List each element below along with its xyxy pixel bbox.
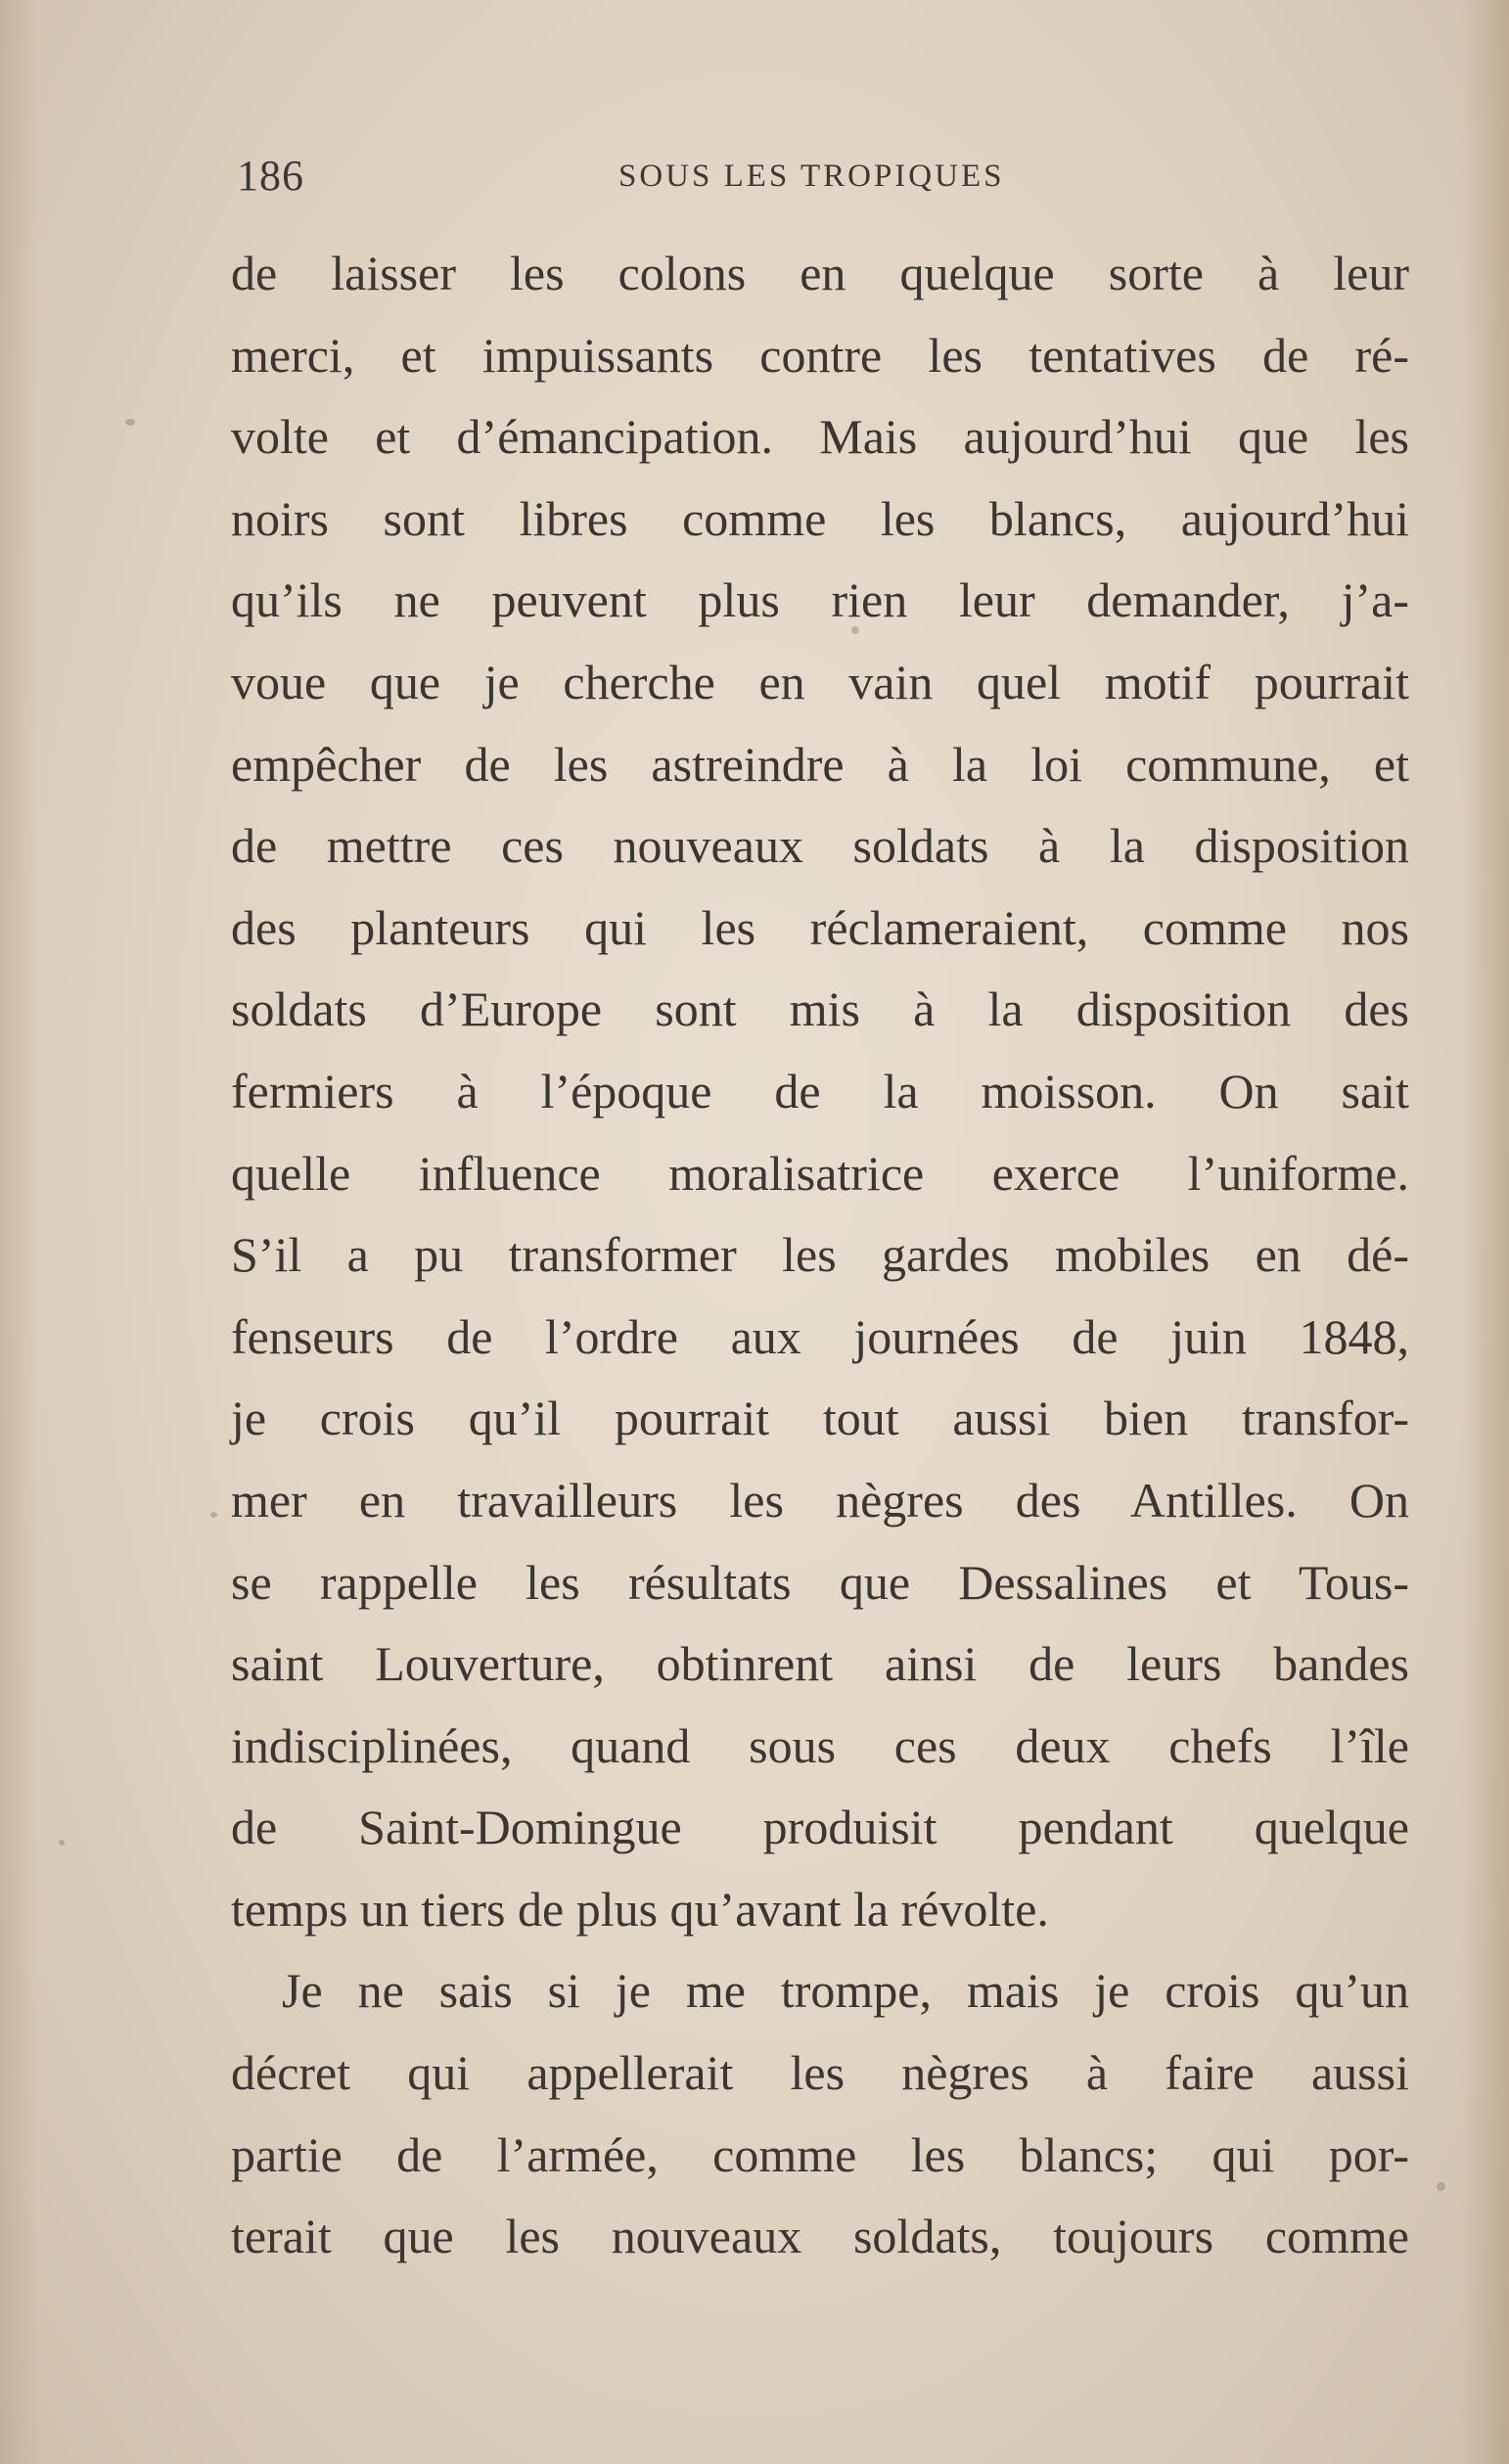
text-line: partie de l’armée, comme les blancs; qui por- (231, 2126, 1409, 2182)
paper-speck (125, 419, 135, 426)
paragraph-2 (231, 1950, 1409, 2277)
text-line: saint Louverture, obtinrent ainsi de leurs bandes (231, 1636, 1409, 1692)
text-line: Je ne sais si je me trompe, mais je crois qu’un (282, 1963, 1409, 2019)
text-line: temps un tiers de plus qu’avant la révolte. (231, 1881, 1049, 1937)
text-line: empêcher de les astreindre à la loi commune, et (231, 736, 1409, 792)
body-text (231, 233, 1409, 2278)
text-line: quelle influence moralisatrice exerce l’uniforme. (231, 1145, 1409, 1201)
text-line: noirs sont libres comme les blancs, aujourd’hui (231, 490, 1409, 546)
text-line: voue que je cherche en vain quel motif pourrait (231, 654, 1409, 709)
paper-speck (1437, 2182, 1445, 2191)
paper-speck (210, 1512, 217, 1518)
text-line: volte et d’émancipation. Mais aujourd’hui que les (231, 409, 1409, 465)
text-line: de laisser les colons en quelque sorte à leur (231, 246, 1409, 300)
paper-speck (59, 1840, 65, 1846)
running-head: SOUS LES TROPIQUES (618, 159, 1005, 194)
text-line: des planteurs qui les réclameraient, comme nos (231, 899, 1409, 955)
paragraph-1 (231, 233, 1409, 1950)
text-line: de mettre ces nouveaux soldats à la disposition (231, 818, 1409, 874)
page-left-shadow (0, 0, 39, 2464)
text-line: de Saint-Domingue produisit pendant quelque (231, 1800, 1409, 1855)
page-header (237, 147, 1407, 205)
text-line: fermiers à l’époque de la moisson. On sait (231, 1063, 1409, 1118)
text-line: fenseurs de l’ordre aux journées de juin 1848, (231, 1308, 1409, 1364)
text-line: se rappelle les résultats que Dessalines et Tous- (231, 1554, 1409, 1610)
page-number: 186 (237, 152, 304, 200)
text-line: décret qui appellerait les nègres à faire aussi (231, 2045, 1409, 2101)
text-line: mer en travailleurs les nègres des Antilles. On (231, 1472, 1409, 1528)
text-line: terait que les nouveaux soldats, toujours comme (231, 2209, 1409, 2264)
text-line: qu’ils ne peuvent plus rien leur demander, j’a- (231, 572, 1409, 628)
text-line: merci, et impuissants contre les tentatives de ré- (231, 327, 1409, 383)
text-line: S’il a pu transformer les gardes mobiles en dé- (231, 1227, 1409, 1283)
text-line: indisciplinées, quand sous ces deux chefs l’île (231, 1717, 1409, 1773)
page-right-shadow (1462, 0, 1509, 2464)
text-line: je crois qu’il pourrait tout aussi bien transfor- (231, 1391, 1409, 1446)
text-line: soldats d’Europe sont mis à la disposition des (231, 981, 1409, 1037)
